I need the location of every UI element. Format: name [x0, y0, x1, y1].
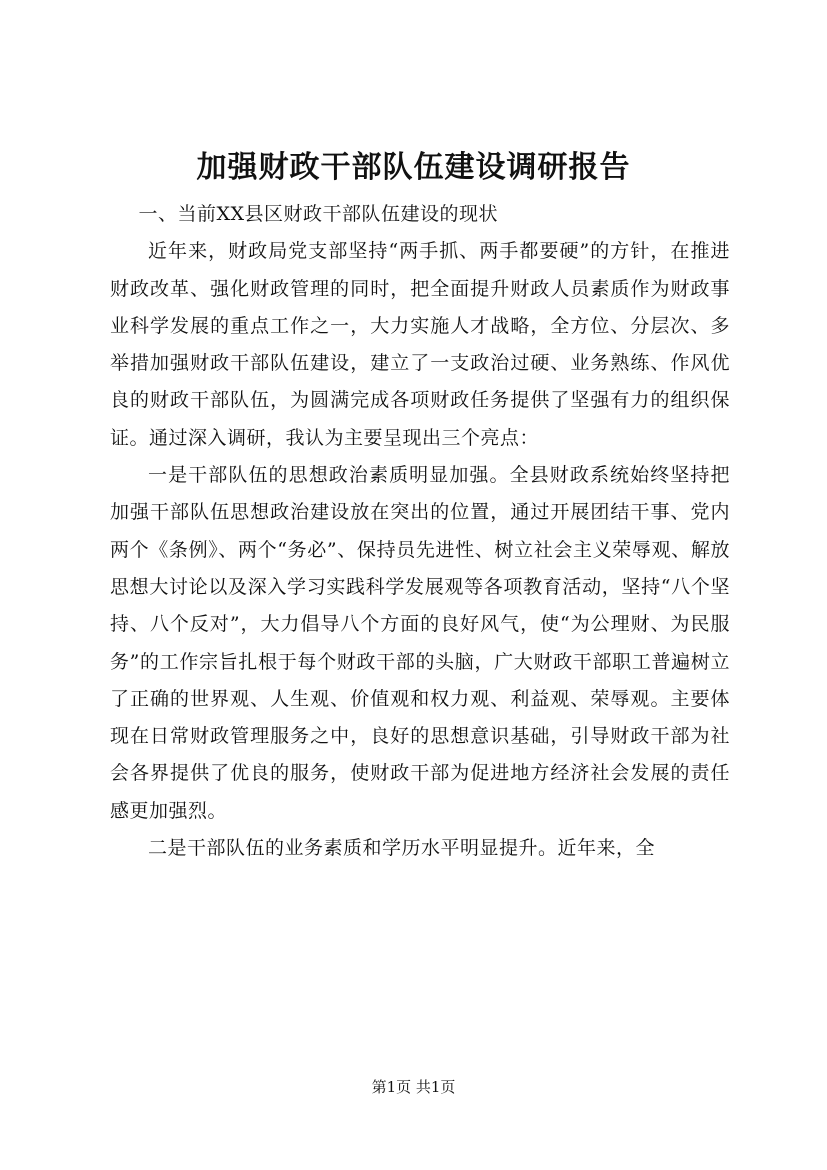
- section-heading: 一、当前XX县区财政干部队伍建设的现状: [138, 203, 499, 225]
- document-body: [110, 196, 730, 867]
- paragraph-point-two: 二是干部队伍的业务素质和学历水平明显提升。近年来，全: [148, 837, 656, 860]
- paragraph-intro: 近年来，财政局党支部坚持“两手抓、两手都要硬”的方针，在推进财政改革、强化财政管理的同时，把全面提升财政人员素质作为财政事业科学发展的重点工作之一，大力实施人才战略，全方位、分层次、多举措加强财政干部队伍建设，建立了一支政治过硬、业务熟练、作风优良的财政干部队伍，为圆满完成各项财政任务提供了坚强有力的组织保证。通过深入调研，我认为主要呈现出三个亮点：: [110, 240, 730, 449]
- document-title: 加强财政干部队伍建设调研报告: [196, 150, 631, 185]
- paragraph-point-one: 一是干部队伍的思想政治素质明显加强。全县财政系统始终坚持把加强干部队伍思想政治建设放在突出的位置，通过开展团结干事、党内两个《条例》、两个“务必”、保持员先进性、树立社会主义荣辱观、解放思想大讨论以及深入学习实践科学发展观等各项教育活动，坚持“八个坚持、八个反对”，大力倡导八个方面的良好风气，使“为公理财、为民服务”的工作宗旨扎根于每个财政干部的头脑，广大财政干部职工普遍树立了正确的世界观、人生观、价值观和权力观、利益观、荣辱观。主要体现在日常财政管理服务之中，良好的思想意识基础，引导财政干部为社会各界提供了优良的服务，使财政干部为促进地方经济社会发展的责任感更加强烈。: [110, 464, 730, 822]
- page-footer: 第1页 共1页: [371, 1078, 456, 1096]
